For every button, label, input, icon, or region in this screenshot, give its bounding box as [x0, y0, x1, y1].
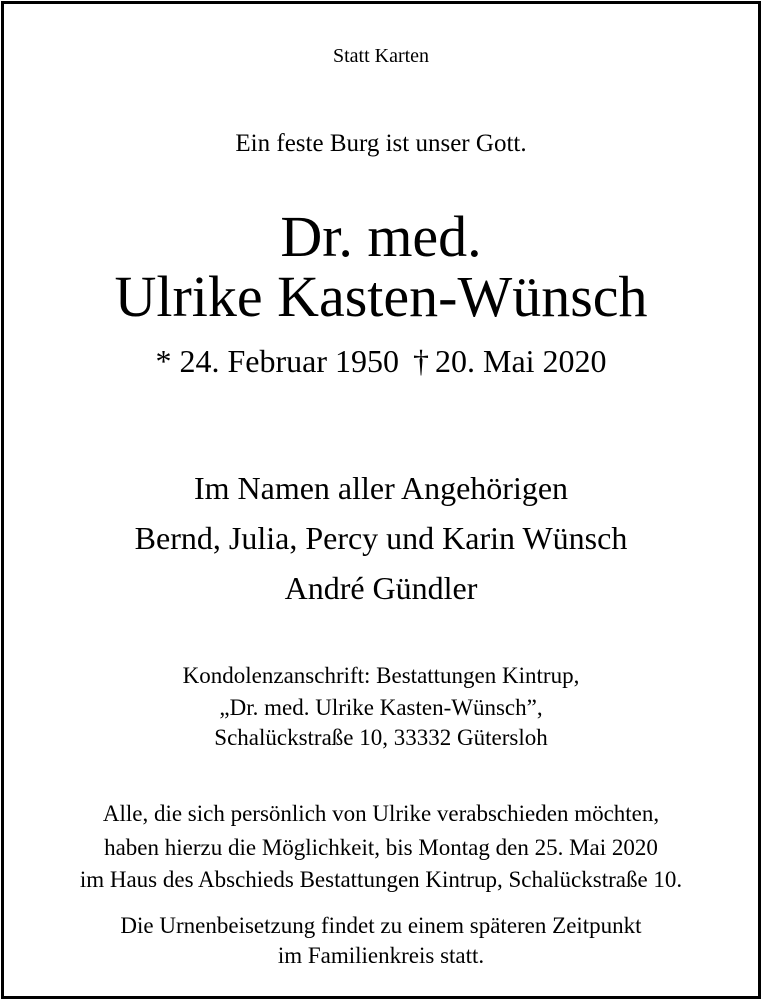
birth-date: * 24. Februar 1950	[155, 343, 399, 379]
mourners-intro: Im Namen aller Angehörigen	[193, 470, 569, 506]
condolence-address-line: „Dr. med. Ulrike Kasten-Wünsch”,	[219, 695, 543, 720]
farewell-note-line: im Haus des Abschieds Bestattungen Kintrup, Schalückstraße 10.	[79, 867, 683, 892]
urn-note-line: im Familienkreis statt.	[277, 943, 485, 968]
life-dates	[0, 345, 762, 377]
condolence-address-line: Schalückstraße 10, 33332 Gütersloh	[214, 725, 548, 750]
cross-icon: †	[412, 343, 429, 379]
motto-text: Ein feste Burg ist unser Gott.	[235, 130, 527, 157]
condolence-address-line: Kondolenzanschrift: Bestattungen Kintrup,	[182, 663, 580, 688]
death-date: 20. Mai 2020	[434, 343, 607, 379]
farewell-note-line: haben hierzu die Möglichkeit, bis Montag den 25. Mai 2020	[104, 835, 658, 860]
mourners-names-extra: André Gündler	[284, 570, 478, 606]
header-text: Statt Karten	[332, 45, 430, 67]
deceased-title: Dr. med.	[280, 204, 482, 269]
deceased-name: Ulrike Kasten-Wünsch	[114, 264, 648, 329]
urn-note-line: Die Urnenbeisetzung findet zu einem späteren Zeitpunkt	[120, 913, 642, 938]
farewell-note-line: Alle, die sich persönlich von Ulrike verabschieden möchten,	[102, 801, 660, 826]
mourners-names: Bernd, Julia, Percy und Karin Wünsch	[134, 520, 628, 556]
